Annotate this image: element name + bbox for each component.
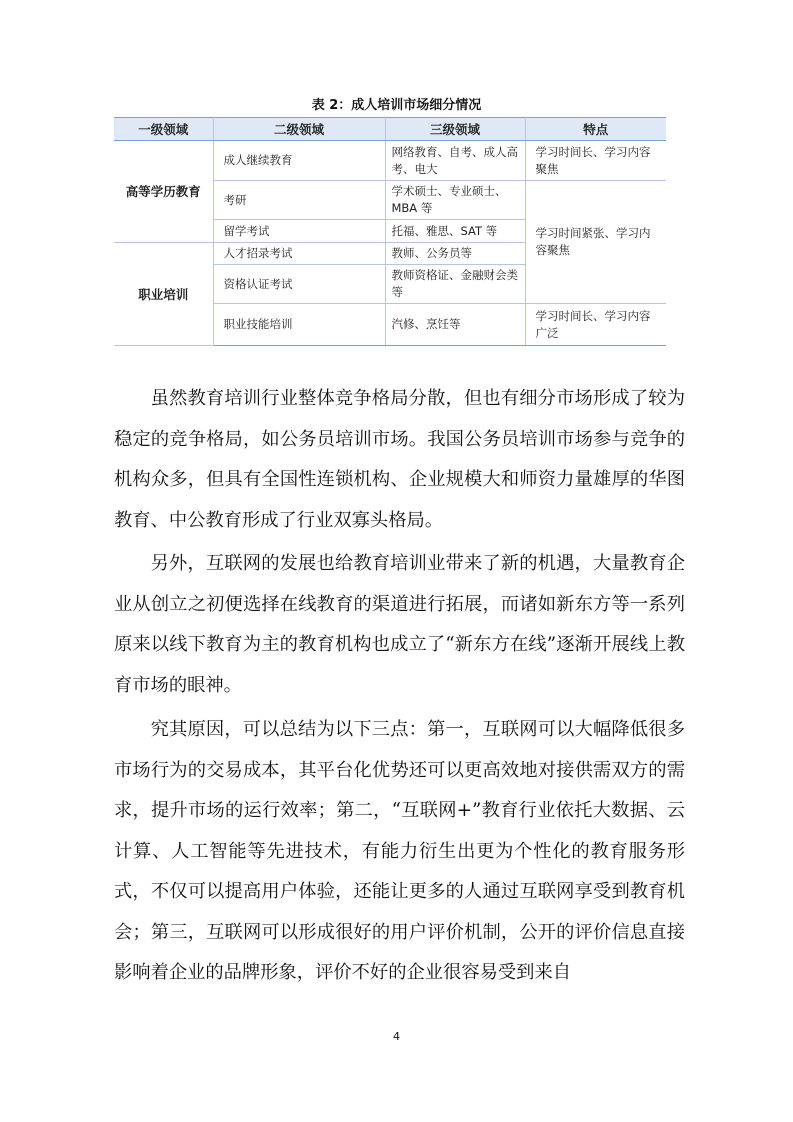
level3-cell: 汽修、烹饪等 (385, 304, 525, 346)
body-paragraph: 另外，互联网的发展也给教育培训业带来了新的机遇，大量教育企业从创立之初便选择在线教育的渠道进行拓展，而诸如新东方等一系列原来以线下教育为主的教育机构也成立了“新东方在线”逐渐开展线上教育市场的眼神。 (114, 553, 685, 696)
feature-cell: 学习时间长、学习内容广泛 (525, 304, 666, 346)
body-paragraph: 究其原因，可以总结为以下三点：第一，互联网可以大幅降低很多市场行为的交易成本，其平台化优势还可以更高效地对接供需双方的需求，提升市场的运行效率；第二，“互联网+”教育行业依托大数据、云计算、人工智能等先进技术，有能力衍生出更为个性化的教育服务形式，不仅可以提高用户体验，还能让更多的人通过互联网享受到教育机会；第三，互联网可以形成很好的用户评价机制，公开的评价信息直接影响着企业的品牌形象，评价不好的企业很容易受到来自 (114, 719, 685, 983)
feature-cell: 学习时间紧张、学习内容聚焦 (525, 181, 666, 304)
page-number: 4 (393, 1030, 400, 1043)
level2-cell: 人才招录考试 (213, 243, 385, 265)
level2-cell: 留学考试 (213, 220, 385, 243)
header-level1: 一级领域 (114, 118, 213, 141)
group-cell-vocational-training: 职业培训 (114, 243, 213, 346)
market-segment-table (114, 117, 666, 346)
table-header-row (114, 118, 666, 141)
feature-cell: 学习时间长、学习内容聚焦 (525, 141, 666, 181)
group-cell-higher-education: 高等学历教育 (114, 141, 213, 243)
level3-cell: 学术硕士、专业硕士、MBA 等 (385, 181, 525, 220)
level2-cell: 考研 (213, 181, 385, 220)
header-level2: 二级领域 (213, 118, 385, 141)
level2-cell: 资格认证考试 (213, 265, 385, 304)
level2-cell: 成人继续教育 (213, 141, 385, 181)
body-paragraph: 虽然教育培训行业整体竞争格局分散，但也有细分市场形成了较为稳定的竞争格局，如公务员培训市场。我国公务员培训市场参与竞争的机构众多，但具有全国性连锁机构、企业规模大和师资力量雄厚的华图教育、中公教育形成了行业双寡头格局。 (114, 388, 685, 531)
level2-cell: 职业技能培训 (213, 304, 385, 346)
level3-cell: 网络教育、自考、成人高考、电大 (385, 141, 525, 181)
level3-cell: 教师资格证、金融财会类等 (385, 265, 525, 304)
level3-cell: 托福、雅思、SAT 等 (385, 220, 525, 243)
level3-cell: 教师、公务员等 (385, 243, 525, 265)
header-level3: 三级领域 (385, 118, 525, 141)
header-features: 特点 (525, 118, 666, 141)
table-caption: 表 2：成人培训市场细分情况 (311, 98, 482, 113)
table-row (114, 141, 666, 181)
